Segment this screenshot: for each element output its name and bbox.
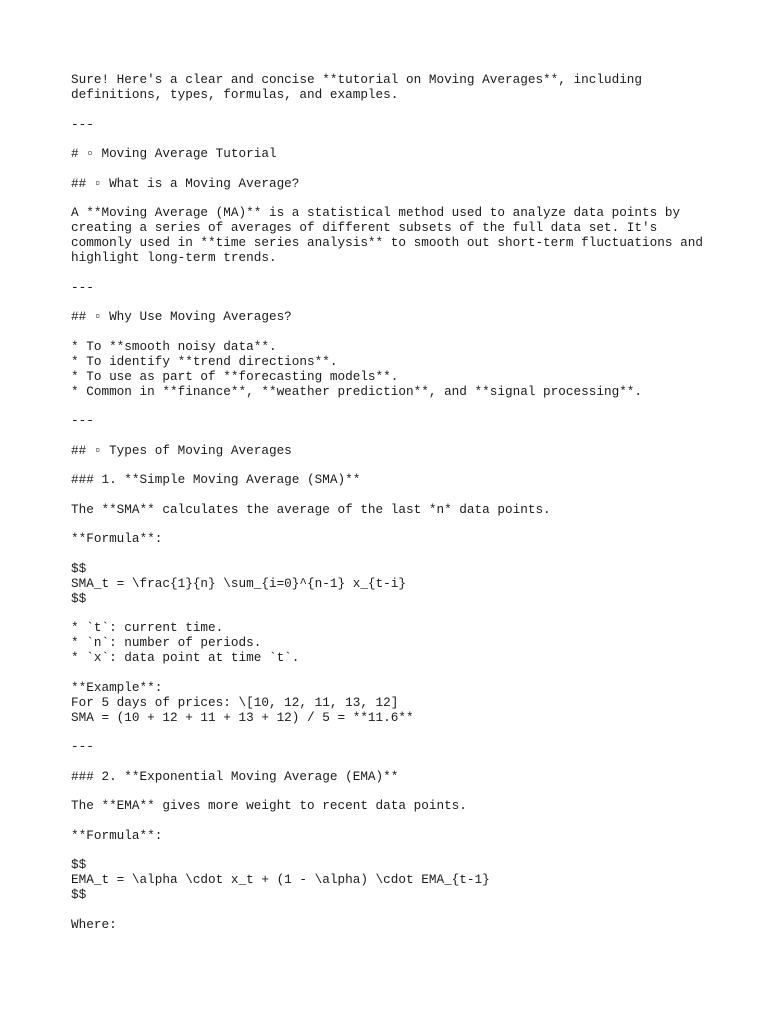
text-line: The **SMA** calculates the average of the last *n* data points.: [71, 501, 551, 517]
blank-line: [71, 725, 751, 740]
text-line: EMA_t = \alpha \cdot x_t + (1 - \alpha) \cdot EMA_{t-1}: [71, 872, 490, 887]
text-line: $$: [71, 560, 87, 576]
blank-line: [71, 665, 751, 680]
blank-line: [71, 132, 751, 147]
text-line: # ▫ Moving Average Tutorial: [71, 146, 277, 161]
text-line: definitions, types, formulas, and examples.: [71, 87, 399, 102]
blank-line: [71, 902, 751, 917]
blank-line: [71, 399, 751, 414]
text-line: * `n`: number of periods.: [71, 635, 262, 650]
text-line: ## ▫ Why Use Moving Averages?: [71, 309, 292, 324]
document-body: [71, 72, 751, 932]
text-line: * `x`: data point at time `t`.: [71, 650, 300, 665]
text-line: SMA = (10 + 12 + 11 + 13 + 12) / 5 = **11.6**: [71, 709, 414, 725]
text-line: **Example**:: [71, 679, 163, 695]
text-line: * To use as part of **forecasting models**.: [71, 368, 399, 384]
blank-line: [71, 458, 751, 473]
text-line: A **Moving Average (MA)** is a statistical method used to analyze data points by: [71, 205, 681, 220]
blank-line: [71, 813, 751, 828]
text-line: The **EMA** gives more weight to recent data points.: [71, 798, 467, 813]
text-line: * To identify **trend directions**.: [71, 353, 338, 369]
blank-line: [71, 295, 751, 310]
text-line: commonly used in **time series analysis** to smooth out short-term fluctuations and: [71, 235, 703, 250]
text-line: ---: [71, 739, 94, 754]
blank-line: [71, 606, 751, 621]
blank-line: [71, 191, 751, 206]
text-line: SMA_t = \frac{1}{n} \sum_{i=0}^{n-1} x_{t-i}: [71, 575, 407, 591]
text-line: ### 2. **Exponential Moving Average (EMA)**: [71, 768, 399, 784]
blank-line: [71, 428, 751, 443]
blank-line: [71, 843, 751, 858]
text-line: creating a series of averages of different subsets of the full data set. It's: [71, 220, 658, 235]
text-line: **Formula**:: [71, 531, 163, 546]
blank-line: [71, 102, 751, 117]
text-line: ---: [71, 413, 94, 428]
text-line: ---: [71, 279, 94, 295]
text-line: ### 1. **Simple Moving Average (SMA)**: [71, 472, 361, 487]
text-line: $$: [71, 590, 87, 606]
text-line: * `t`: current time.: [71, 620, 224, 635]
text-line: Where:: [71, 916, 117, 932]
blank-line: [71, 784, 751, 799]
blank-line: [71, 546, 751, 561]
text-line: Sure! Here's a clear and concise **tutorial on Moving Averages**, including: [71, 72, 643, 87]
text-line: ## ▫ Types of Moving Averages: [71, 442, 292, 458]
blank-line: [71, 324, 751, 339]
text-line: * To **smooth noisy data**.: [71, 338, 277, 354]
text-line: highlight long-term trends.: [71, 250, 277, 265]
blank-line: [71, 754, 751, 769]
text-line: ## ▫ What is a Moving Average?: [71, 175, 300, 191]
text-line: For 5 days of prices: \[10, 12, 11, 13, 12]: [71, 694, 399, 710]
text-line: $$: [71, 887, 87, 902]
text-line: ---: [71, 116, 94, 132]
text-line: **Formula**:: [71, 827, 163, 843]
blank-line: [71, 487, 751, 502]
text-line: * Common in **finance**, **weather prediction**, and **signal processing**.: [71, 383, 643, 399]
text-line: $$: [71, 857, 87, 872]
blank-line: [71, 265, 751, 280]
blank-line: [71, 517, 751, 532]
blank-line: [71, 161, 751, 176]
